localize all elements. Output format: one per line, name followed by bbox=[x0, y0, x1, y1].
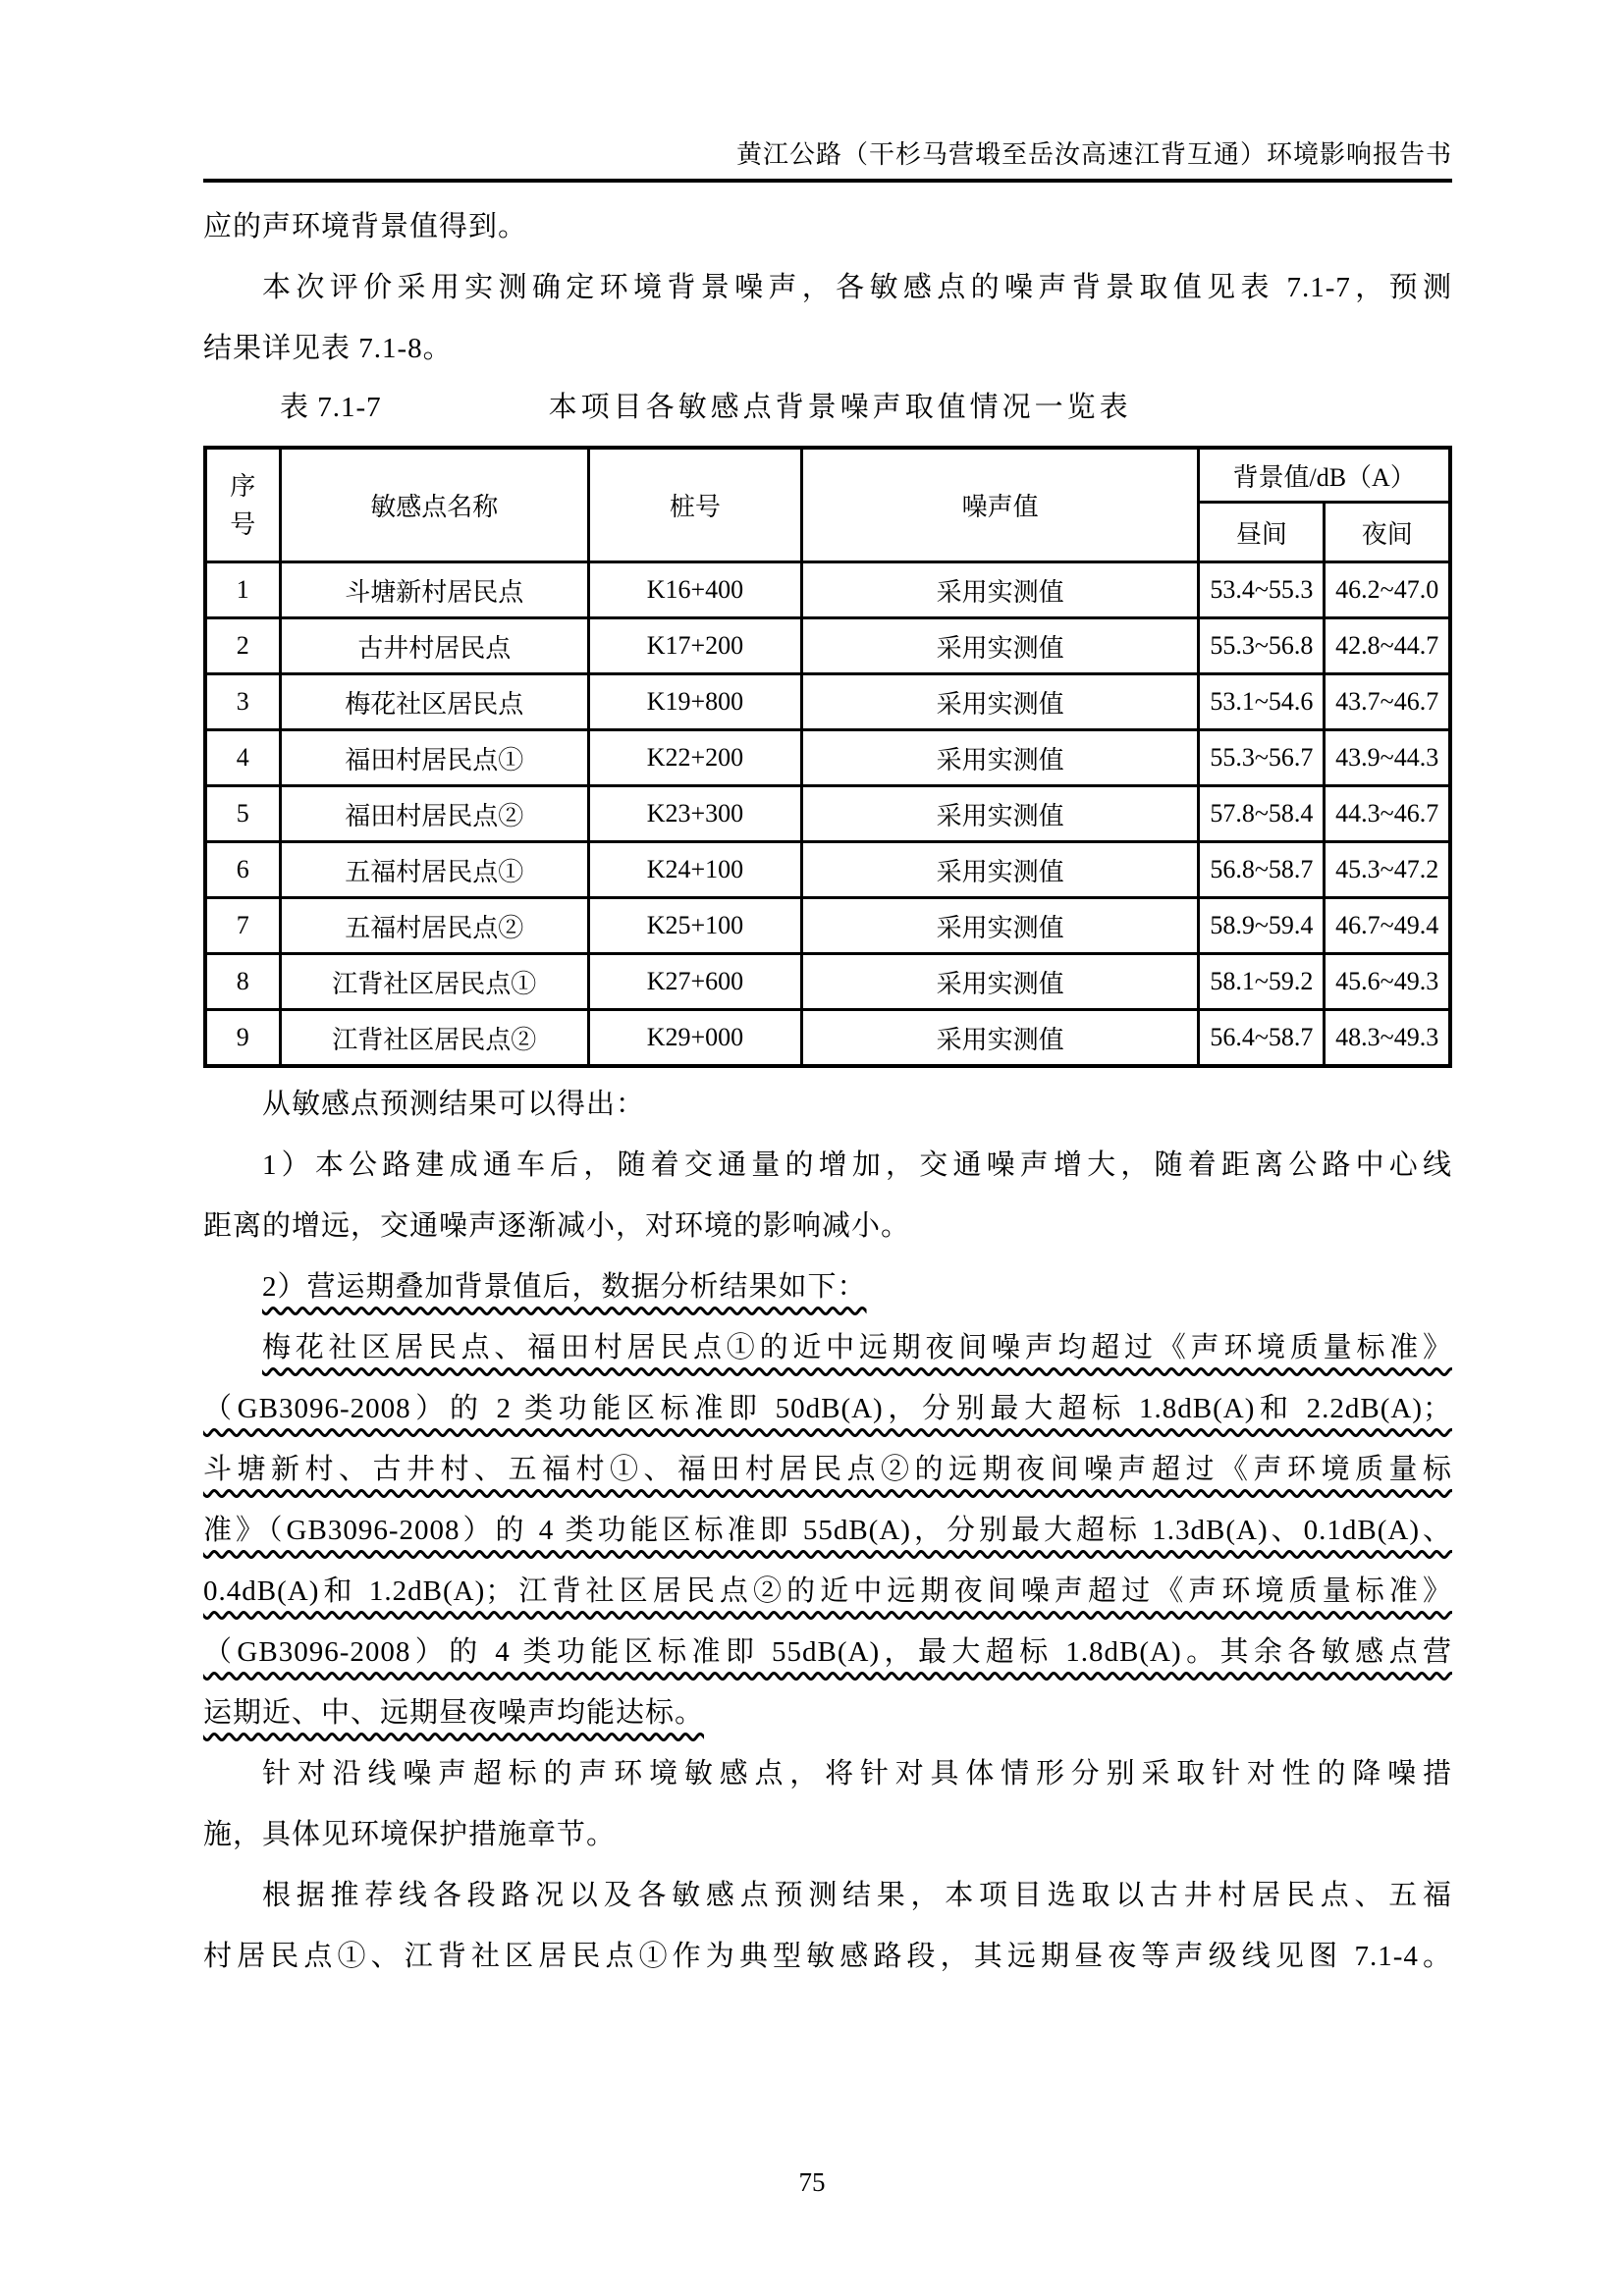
cell-stake-number: K25+100 bbox=[589, 898, 802, 954]
paragraph-line: 斗塘新村、古井村、五福村①、福田村居民点②的远期夜间噪声超过《声环境质量标 bbox=[203, 1454, 1452, 1485]
column-header-index: 序号 bbox=[205, 448, 280, 562]
cell-daytime-value: 53.1~54.6 bbox=[1199, 674, 1325, 730]
cell-noise-value: 采用实测值 bbox=[801, 618, 1198, 674]
cell-noise-value: 采用实测值 bbox=[801, 674, 1198, 730]
cell-daytime-value: 58.9~59.4 bbox=[1199, 898, 1325, 954]
page-number: 75 bbox=[798, 2167, 826, 2197]
table-caption bbox=[203, 379, 1452, 430]
cell-stake-number: K16+400 bbox=[589, 562, 802, 618]
analysis-paragraphs bbox=[203, 1074, 1452, 1987]
cell-noise-value: 采用实测值 bbox=[801, 786, 1198, 842]
paragraph-line: 2）营运期叠加背景值后，数据分析结果如下： bbox=[262, 1271, 867, 1303]
column-header-noise-value: 噪声值 bbox=[801, 448, 1198, 562]
cell-nighttime-value: 45.3~47.2 bbox=[1325, 842, 1450, 898]
paragraph-line: 运期近、中、远期昼夜噪声均能达标。 bbox=[203, 1697, 705, 1729]
column-header-sensitive-point: 敏感点名称 bbox=[280, 448, 588, 562]
cell-index: 9 bbox=[205, 1010, 280, 1067]
table-caption-title: 本项目各敏感点背景噪声取值情况一览表 bbox=[548, 391, 1132, 423]
cell-nighttime-value: 46.7~49.4 bbox=[1325, 898, 1450, 954]
cell-stake-number: K27+600 bbox=[589, 954, 802, 1010]
table-row bbox=[205, 618, 1450, 674]
cell-sensitive-point-name: 古井村居民点 bbox=[280, 618, 588, 674]
cell-daytime-value: 57.8~58.4 bbox=[1199, 786, 1325, 842]
intro-paragraphs bbox=[203, 196, 1452, 379]
cell-index: 7 bbox=[205, 898, 280, 954]
cell-noise-value: 采用实测值 bbox=[801, 954, 1198, 1010]
cell-noise-value: 采用实测值 bbox=[801, 730, 1198, 786]
table-row bbox=[205, 954, 1450, 1010]
cell-stake-number: K17+200 bbox=[589, 618, 802, 674]
cell-stake-number: K22+200 bbox=[589, 730, 802, 786]
column-header-background-group: 背景值/dB（A） bbox=[1199, 448, 1450, 503]
cell-sensitive-point-name: 福田村居民点① bbox=[280, 730, 588, 786]
cell-sensitive-point-name: 江背社区居民点② bbox=[280, 1010, 588, 1067]
table-row bbox=[205, 674, 1450, 730]
cell-sensitive-point-name: 五福村居民点① bbox=[280, 842, 588, 898]
cell-index: 6 bbox=[205, 842, 280, 898]
cell-index: 1 bbox=[205, 562, 280, 618]
background-noise-table bbox=[203, 446, 1452, 1068]
cell-noise-value: 采用实测值 bbox=[801, 1010, 1198, 1067]
paragraph-line: 准》（GB3096-2008）的 4 类功能区标准即 55dB(A)，分别最大超标 1.3dB(A)、0.1dB(A)、 bbox=[203, 1515, 1452, 1546]
table-row bbox=[205, 730, 1450, 786]
paragraph-line: 本次评价采用实测确定环境背景噪声，各敏感点的噪声背景取值见表 7.1-7，预测 bbox=[262, 272, 1452, 303]
cell-nighttime-value: 46.2~47.0 bbox=[1325, 562, 1450, 618]
paragraph-line: 村居民点①、江背社区居民点①作为典型敏感路段，其远期昼夜等声级线见图 7.1-4。 bbox=[203, 1941, 1452, 1972]
paragraph-line: 根据推荐线各段路况以及各敏感点预测结果，本项目选取以古井村居民点、五福 bbox=[262, 1880, 1452, 1911]
cell-sensitive-point-name: 斗塘新村居民点 bbox=[280, 562, 588, 618]
cell-sensitive-point-name: 江背社区居民点① bbox=[280, 954, 588, 1010]
cell-nighttime-value: 48.3~49.3 bbox=[1325, 1010, 1450, 1067]
paragraph-line: （GB3096-2008）的 4 类功能区标准即 55dB(A)，最大超标 1.8dB(A)。其余各敏感点营 bbox=[203, 1636, 1452, 1668]
table-caption-number: 表 7.1-7 bbox=[280, 391, 382, 423]
paragraph-line: 0.4dB(A)和 1.2dB(A)；江背社区居民点②的近中远期夜间噪声超过《声环境质量标准》 bbox=[203, 1575, 1452, 1607]
paragraph-line: （GB3096-2008）的 2 类功能区标准即 50dB(A)，分别最大超标 1.8dB(A)和 2.2dB(A)； bbox=[203, 1393, 1452, 1424]
cell-sensitive-point-name: 梅花社区居民点 bbox=[280, 674, 588, 730]
cell-stake-number: K19+800 bbox=[589, 674, 802, 730]
cell-index: 5 bbox=[205, 786, 280, 842]
column-header-daytime: 昼间 bbox=[1199, 503, 1325, 562]
paragraph-line: 梅花社区居民点、福田村居民点①的近中远期夜间噪声均超过《声环境质量标准》 bbox=[262, 1332, 1452, 1363]
table-row bbox=[205, 898, 1450, 954]
cell-daytime-value: 56.8~58.7 bbox=[1199, 842, 1325, 898]
cell-nighttime-value: 45.6~49.3 bbox=[1325, 954, 1450, 1010]
cell-nighttime-value: 43.7~46.7 bbox=[1325, 674, 1450, 730]
paragraph-line: 1）本公路建成通车后，随着交通量的增加，交通噪声增大，随着距离公路中心线 bbox=[262, 1149, 1452, 1181]
cell-index: 3 bbox=[205, 674, 280, 730]
cell-daytime-value: 53.4~55.3 bbox=[1199, 562, 1325, 618]
cell-stake-number: K24+100 bbox=[589, 842, 802, 898]
table-row bbox=[205, 786, 1450, 842]
cell-noise-value: 采用实测值 bbox=[801, 842, 1198, 898]
paragraph-line: 应的声环境背景值得到。 bbox=[203, 211, 528, 242]
cell-daytime-value: 55.3~56.8 bbox=[1199, 618, 1325, 674]
cell-index: 8 bbox=[205, 954, 280, 1010]
table-header bbox=[205, 448, 1450, 562]
paragraph-line: 结果详见表 7.1-8。 bbox=[203, 333, 453, 364]
cell-noise-value: 采用实测值 bbox=[801, 562, 1198, 618]
page-header-title: 黄江公路（干杉马营塅至岳汝高速江背互通）环境影响报告书 bbox=[735, 140, 1452, 169]
cell-nighttime-value: 44.3~46.7 bbox=[1325, 786, 1450, 842]
cell-nighttime-value: 43.9~44.3 bbox=[1325, 730, 1450, 786]
cell-sensitive-point-name: 福田村居民点② bbox=[280, 786, 588, 842]
table-row bbox=[205, 562, 1450, 618]
cell-stake-number: K23+300 bbox=[589, 786, 802, 842]
cell-daytime-value: 58.1~59.2 bbox=[1199, 954, 1325, 1010]
cell-daytime-value: 56.4~58.7 bbox=[1199, 1010, 1325, 1067]
table-row bbox=[205, 1010, 1450, 1067]
cell-nighttime-value: 42.8~44.7 bbox=[1325, 618, 1450, 674]
column-header-nighttime: 夜间 bbox=[1325, 503, 1450, 562]
table-row bbox=[205, 842, 1450, 898]
header-divider bbox=[203, 179, 1452, 183]
paragraph-line: 从敏感点预测结果可以得出： bbox=[262, 1089, 646, 1120]
paragraph-line: 施，具体见环境保护措施章节。 bbox=[203, 1819, 617, 1850]
cell-noise-value: 采用实测值 bbox=[801, 898, 1198, 954]
cell-index: 2 bbox=[205, 618, 280, 674]
paragraph-line: 距离的增远，交通噪声逐渐减小，对环境的影响减小。 bbox=[203, 1210, 911, 1242]
cell-stake-number: K29+000 bbox=[589, 1010, 802, 1067]
cell-sensitive-point-name: 五福村居民点② bbox=[280, 898, 588, 954]
table-body bbox=[205, 562, 1450, 1067]
paragraph-line: 针对沿线噪声超标的声环境敏感点，将针对具体情形分别采取针对性的降噪措 bbox=[262, 1758, 1452, 1789]
column-header-stake: 桩号 bbox=[589, 448, 802, 562]
cell-index: 4 bbox=[205, 730, 280, 786]
cell-daytime-value: 55.3~56.7 bbox=[1199, 730, 1325, 786]
